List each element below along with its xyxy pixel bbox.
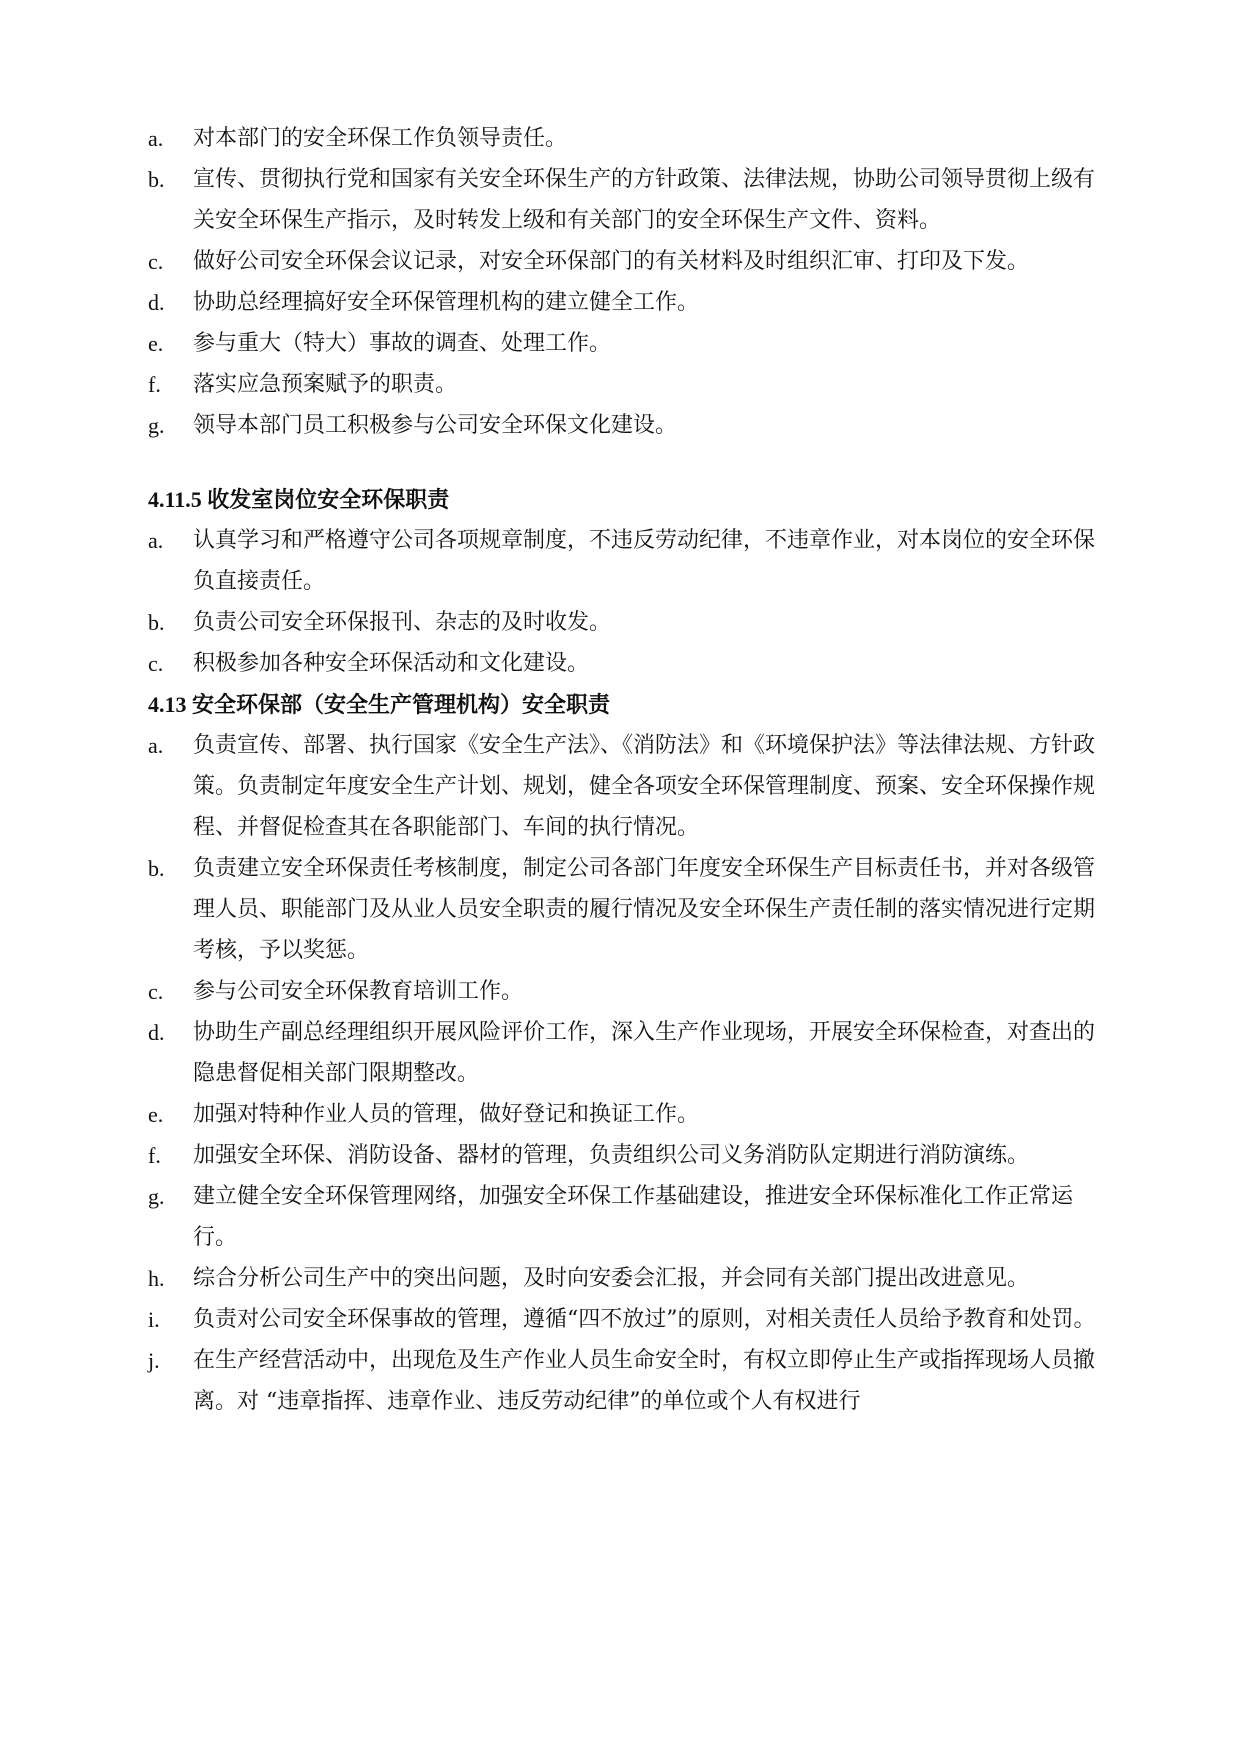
section-heading: 4.13 安全环保部（安全生产管理机构）安全职责 bbox=[148, 692, 611, 717]
list-marker: a. bbox=[148, 733, 164, 758]
list-text: 对本部门的安全环保工作负领导责任。 bbox=[193, 126, 568, 151]
list-item bbox=[148, 1094, 1098, 1135]
list-marker: f. bbox=[148, 372, 161, 397]
list-text: 认真学习和严格遵守公司各项规章制度，不违反劳动纪律，不违章作业，对本岗位的安全环保负直接责任。 bbox=[193, 528, 1096, 594]
section-spacer bbox=[148, 446, 1098, 479]
list-marker: h. bbox=[148, 1266, 165, 1291]
list-marker: a. bbox=[148, 126, 164, 151]
list-marker: b. bbox=[148, 610, 165, 635]
list-marker: i. bbox=[148, 1307, 160, 1332]
list-marker: c. bbox=[148, 979, 164, 1004]
document-content bbox=[148, 118, 1098, 1422]
list-item bbox=[148, 1258, 1098, 1299]
list-text: 加强对特种作业人员的管理，做好登记和换证工作。 bbox=[193, 1102, 700, 1127]
list-marker: f. bbox=[148, 1143, 161, 1168]
list-text: 做好公司安全环保会议记录，对安全环保部门的有关材料及时组织汇审、打印及下发。 bbox=[193, 249, 1030, 274]
list-item bbox=[148, 1135, 1098, 1176]
list-item bbox=[148, 971, 1098, 1012]
list-item bbox=[148, 848, 1098, 971]
list-item bbox=[148, 241, 1098, 282]
list-text: 建立健全安全环保管理网络，加强安全环保工作基础建设，推进安全环保标准化工作正常运行。 bbox=[193, 1184, 1074, 1250]
list-item bbox=[148, 364, 1098, 405]
list-marker: g. bbox=[148, 413, 165, 438]
list-marker: a. bbox=[148, 528, 164, 553]
list-item bbox=[148, 520, 1098, 602]
list-marker: b. bbox=[148, 856, 165, 881]
list-marker: e. bbox=[148, 331, 164, 356]
list-text: 综合分析公司生产中的突出问题，及时向安委会汇报，并会同有关部门提出改进意见。 bbox=[193, 1266, 1030, 1291]
list-text: 在生产经营活动中，出现危及生产作业人员生命安全时，有权立即停止生产或指挥现场人员撤离。对 “违章指挥、违章作业、违反劳动纪律”的单位或个人有权进行 bbox=[193, 1348, 1096, 1414]
list-text: 参与公司安全环保教育培训工作。 bbox=[193, 979, 524, 1004]
list-item bbox=[148, 323, 1098, 364]
list-item bbox=[148, 1299, 1098, 1340]
list-text: 协助生产副总经理组织开展风险评价工作，深入生产作业现场，开展安全环保检查，对查出的隐患督促相关部门限期整改。 bbox=[193, 1020, 1096, 1086]
list-marker: j. bbox=[148, 1348, 160, 1373]
list-text: 负责宣传、部署、执行国家《安全生产法》、《消防法》和《环境保护法》等法律法规、方针政策。负责制定年度安全生产计划、规划，健全各项安全环保管理制度、预案、安全环保操作规程、并督促检查其在各职能部门、车间的执行情况。 bbox=[193, 733, 1096, 840]
list-item bbox=[148, 405, 1098, 446]
list-item bbox=[148, 1176, 1098, 1258]
list-marker: d. bbox=[148, 1020, 165, 1045]
list-item bbox=[148, 602, 1098, 643]
list-section-a bbox=[148, 118, 1098, 446]
list-text: 负责建立安全环保责任考核制度，制定公司各部门年度安全环保生产目标责任书，并对各级管理人员、职能部门及从业人员安全职责的履行情况及安全环保生产责任制的落实情况进行定期考核，予以奖惩。 bbox=[193, 856, 1096, 963]
section-heading: 4.11.5 收发室岗位安全环保职责 bbox=[148, 487, 450, 512]
list-item bbox=[148, 1012, 1098, 1094]
list-marker: b. bbox=[148, 167, 165, 192]
list-text: 积极参加各种安全环保活动和文化建设。 bbox=[193, 651, 590, 676]
list-text: 负责对公司安全环保事故的管理，遵循“四不放过”的原则，对相关责任人员给予教育和处罚。 bbox=[193, 1307, 1096, 1332]
list-marker: c. bbox=[148, 651, 164, 676]
list-text: 落实应急预案赋予的职责。 bbox=[193, 372, 458, 397]
list-marker: d. bbox=[148, 290, 165, 315]
list-text: 宣传、贯彻执行党和国家有关安全环保生产的方针政策、法律法规，协助公司领导贯彻上级有关安全环保生产指示，及时转发上级和有关部门的安全环保生产文件、资料。 bbox=[193, 167, 1096, 233]
list-item bbox=[148, 725, 1098, 848]
list-text: 加强安全环保、消防设备、器材的管理，负责组织公司义务消防队定期进行消防演练。 bbox=[193, 1143, 1030, 1168]
list-text: 协助总经理搞好安全环保管理机构的建立健全工作。 bbox=[193, 290, 700, 315]
list-item bbox=[148, 1340, 1098, 1422]
section-4-11-5 bbox=[148, 479, 1098, 684]
list-text: 领导本部门员工积极参与公司安全环保文化建设。 bbox=[193, 413, 678, 438]
list-marker: g. bbox=[148, 1184, 165, 1209]
list-marker: e. bbox=[148, 1102, 164, 1127]
list-item bbox=[148, 118, 1098, 159]
list-marker: c. bbox=[148, 249, 164, 274]
list-text: 负责公司安全环保报刊、杂志的及时收发。 bbox=[193, 610, 612, 635]
list-item bbox=[148, 643, 1098, 684]
list-item bbox=[148, 282, 1098, 323]
section-4-13 bbox=[148, 684, 1098, 1422]
list-text: 参与重大（特大）事故的调查、处理工作。 bbox=[193, 331, 612, 356]
list-item bbox=[148, 159, 1098, 241]
